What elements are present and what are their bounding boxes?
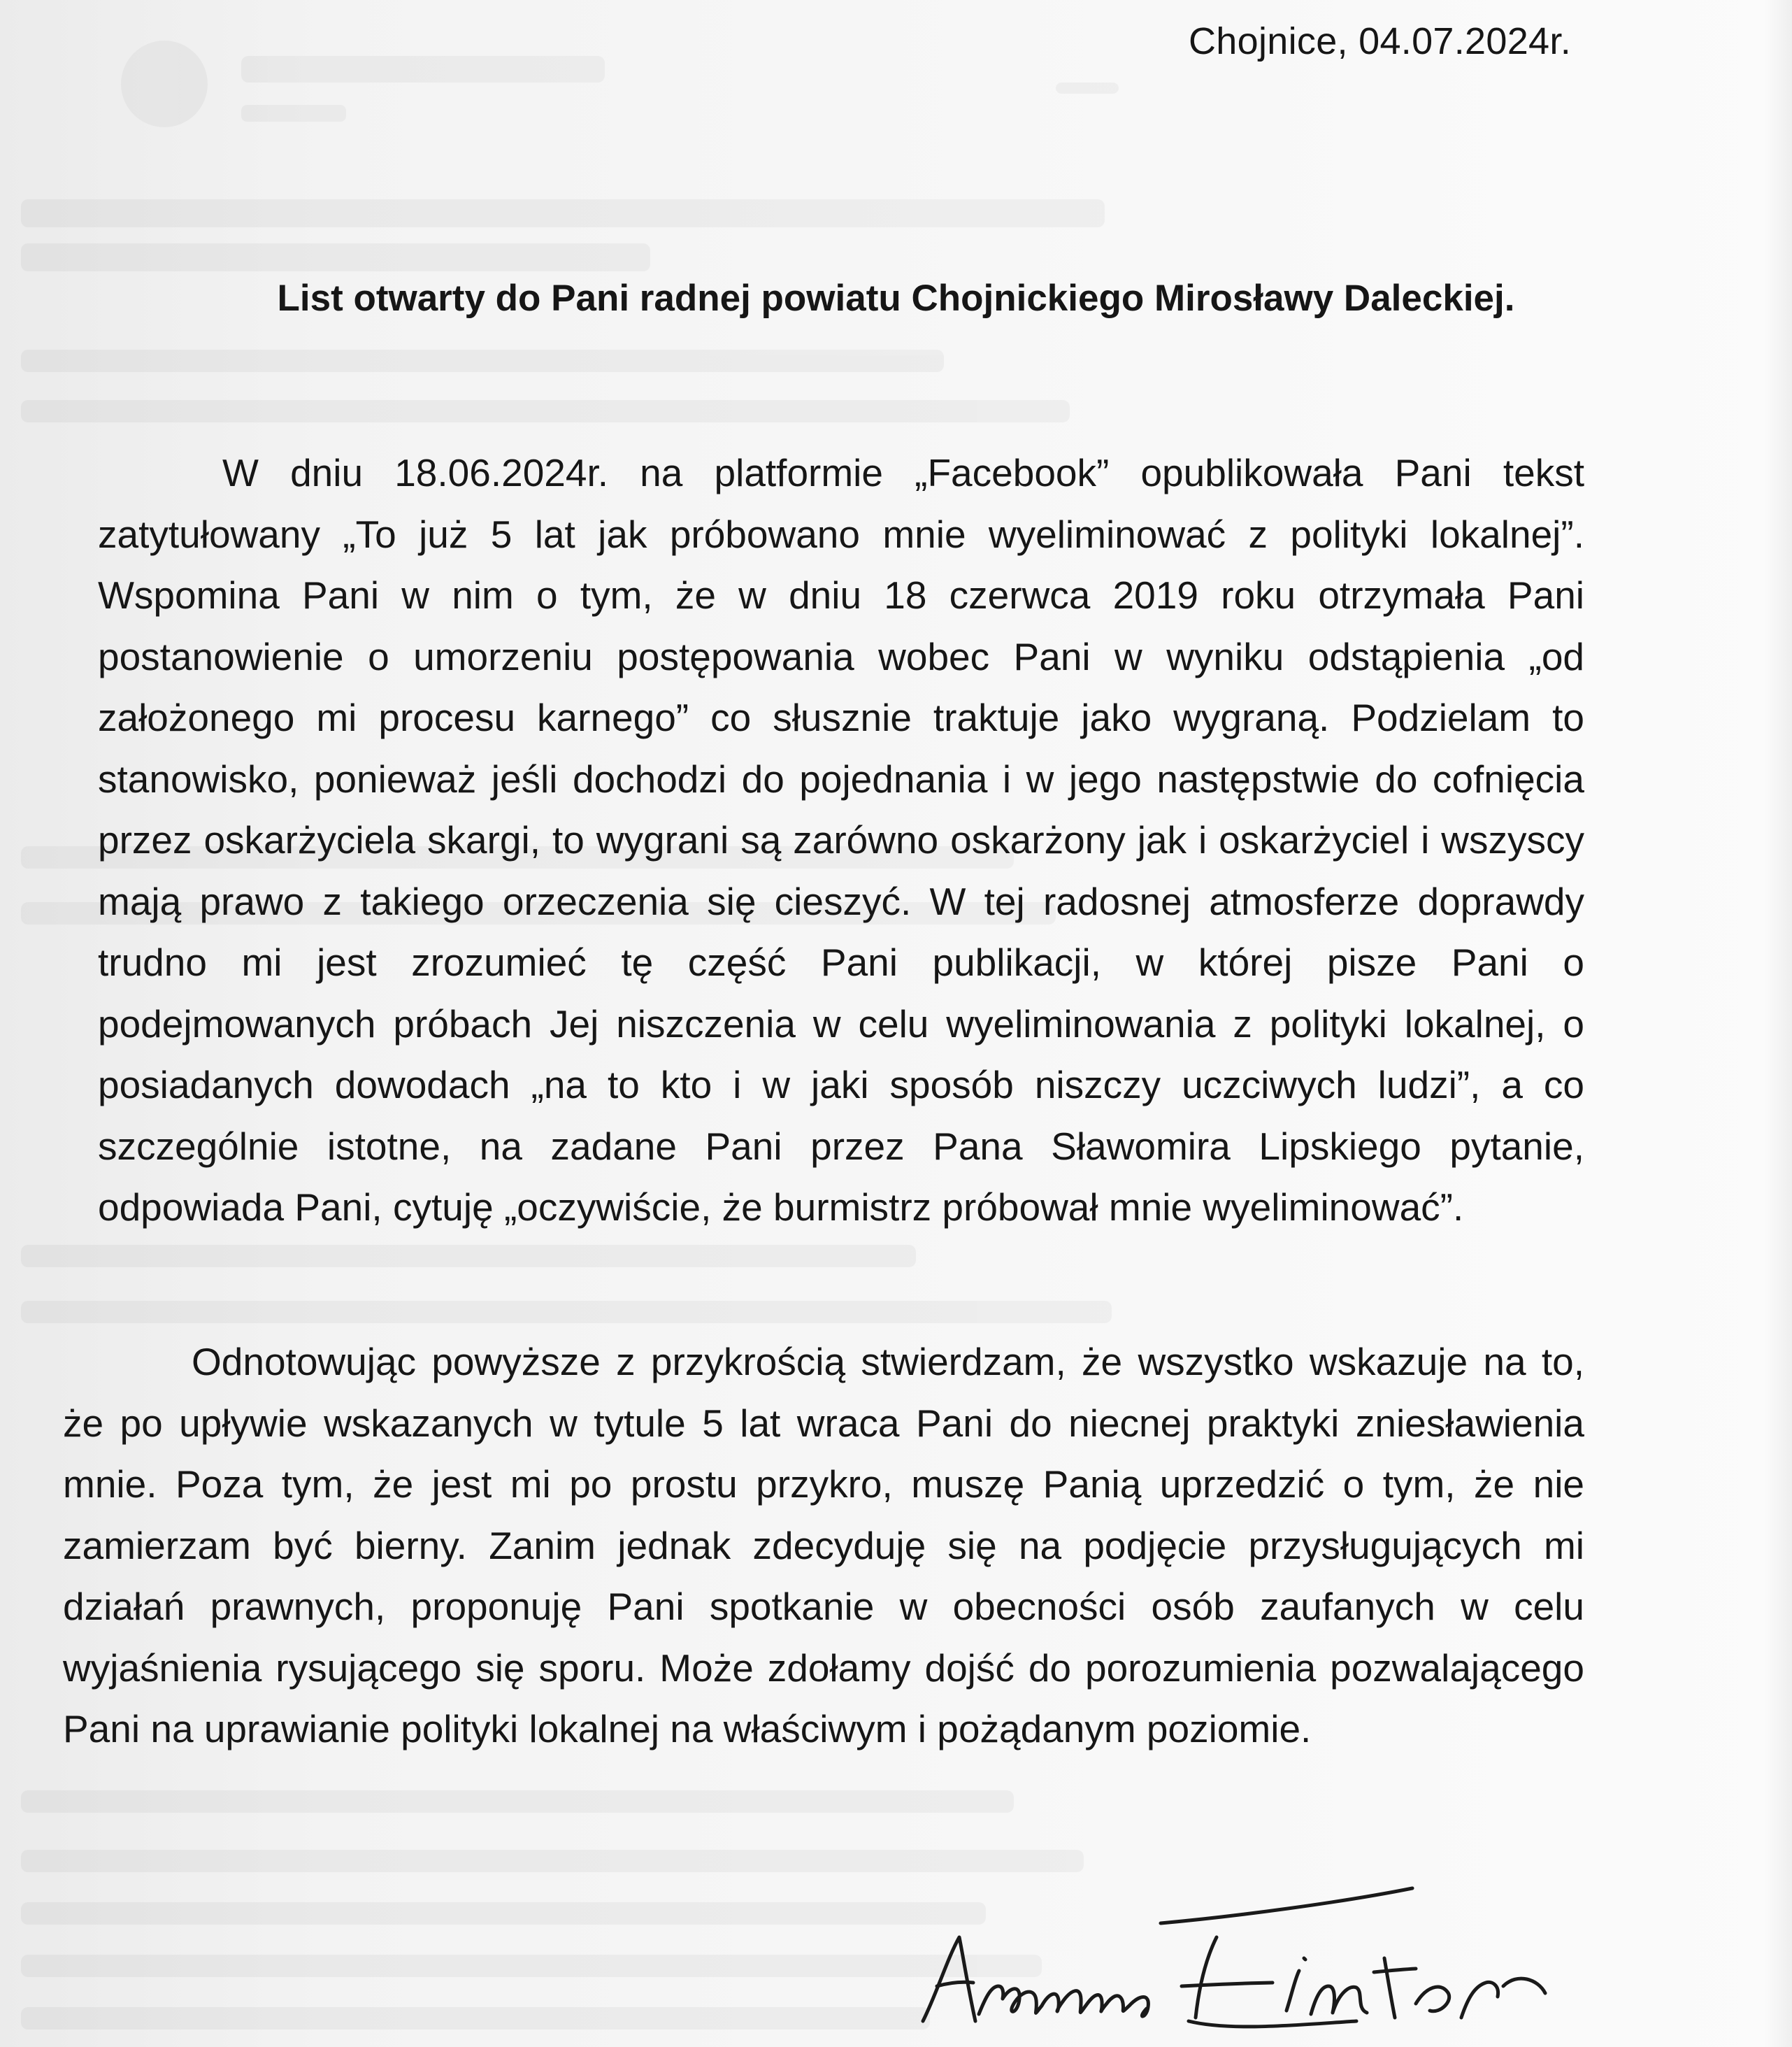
date-line: Chojnice, 04.07.2024r. (1189, 20, 1571, 62)
paragraph-1: W dniu 18.06.2024r. na platformie „Facebook” opublikowała Pani tekst zatytułowany „To już 5 lat jak próbowano mnie wyeliminować z polityki lokalnej”. Wspomina Pani w nim o tym, że w dniu 18 czerwca 2019 roku otrzymała Pani postanowienie o umorzeniu postępowania wobec Pani w wyniku odstąpienia „od założonego mi procesu karnego” co słusznie traktuje jako wygraną. Podzielam to stanowisko, ponieważ jeśli dochodzi do pojednania i w jego następstwie do cofnięcia przez oskarżyciela skargi, to wygrani są zarówno oskarżony jak i oskarżyciel i wszyscy mają prawo z takiego orzeczenia się cieszyć. W tej radosnej atmosferze doprawdy trudno mi jest zrozumieć tę część Pani publikacji, w której pisze Pani o podejmowanych próbach Jej niszczenia w celu wyeliminowania z polityki lokalnej, o posiadanych dowodach „na to kto i w jaki sposób niszczy uczciwych ludzi”, a co szczególnie istotne, na zadane Pani przez Pana Sławomira Lipskiego pytanie, odpowiada Pani, cytuję „oczywiście, że burmistrz próbował mnie wyeliminować”. (98, 451, 1584, 1229)
paragraph-2: Odnotowując powyższe z przykrością stwierdzam, że wszystko wskazuje na to, że po upływie wskazanych w tytule 5 lat wraca Pani do niecnej praktyki zniesławienia mnie. Poza tym, że jest mi po prostu przykro, muszę Panią uprzedzić o tym, że nie zamierzam być bierny. Zanim jednak zdecyduję się na podjęcie przysługujących mi działań prawnych, proponuję Pani spotkanie w obecności osób zaufanych w celu wyjaśnienia rysującego się sporu. Może zdołamy dojść do porozumienia pozwalającego Pani na uprawianie polityki lokalnej na właściwym i pożądanym poziomie. (63, 1340, 1584, 1750)
letter-title: List otwarty do Pani radnej powiatu Chojnickiego Mirosławy Daleckiej. (277, 278, 1515, 319)
handwritten-signature (909, 1881, 1573, 2047)
